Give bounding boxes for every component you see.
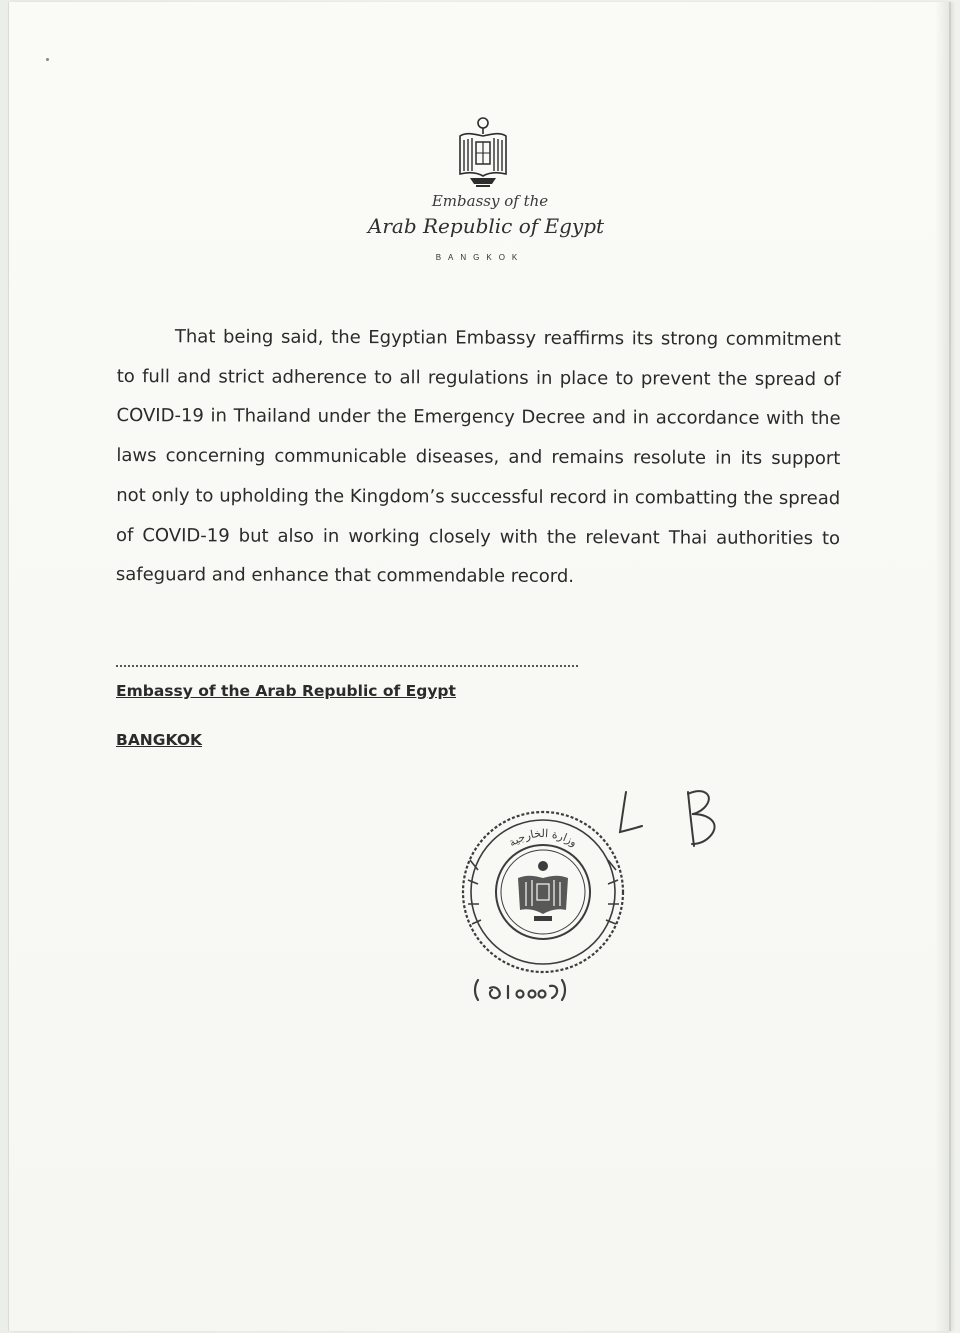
letterhead-line2: Arab Republic of Egypt — [367, 214, 605, 238]
body-paragraph: That being said, the Egyptian Embassy reaffirms its strong commitment to full and strict adherence to all regulations in place to prevent the spread of COVID-19 in Thailand under the Emergency Decree and in accordance with the laws concerning communicable diseases, and remains resolute in its support not only to upholding the Kingdom’s successful record in combatting the spread of COVID-19 but also in working closely with the relevant Thai authorities to safeguard and enhance that commendable record. — [115, 326, 841, 588]
handwritten-initials — [608, 778, 738, 868]
letterhead-line1: Embassy of the — [431, 192, 549, 210]
seal-ring-text: وزارة الخارجية — [506, 826, 580, 850]
signature-dotted-line — [116, 665, 578, 667]
paper-speck — [46, 58, 49, 61]
page-edge-shadow — [935, 2, 949, 1333]
stamp-number-icon — [468, 970, 572, 1008]
stamp-number-text: (٥٠٠٠٩) — [516, 1005, 524, 1007]
letterhead-city: BANGKOK — [435, 253, 525, 262]
eagle-crest-icon — [452, 114, 514, 194]
signature-city: BANGKOK — [116, 731, 203, 749]
signature-organization: Embassy of the Arab Republic of Egypt — [116, 682, 456, 700]
